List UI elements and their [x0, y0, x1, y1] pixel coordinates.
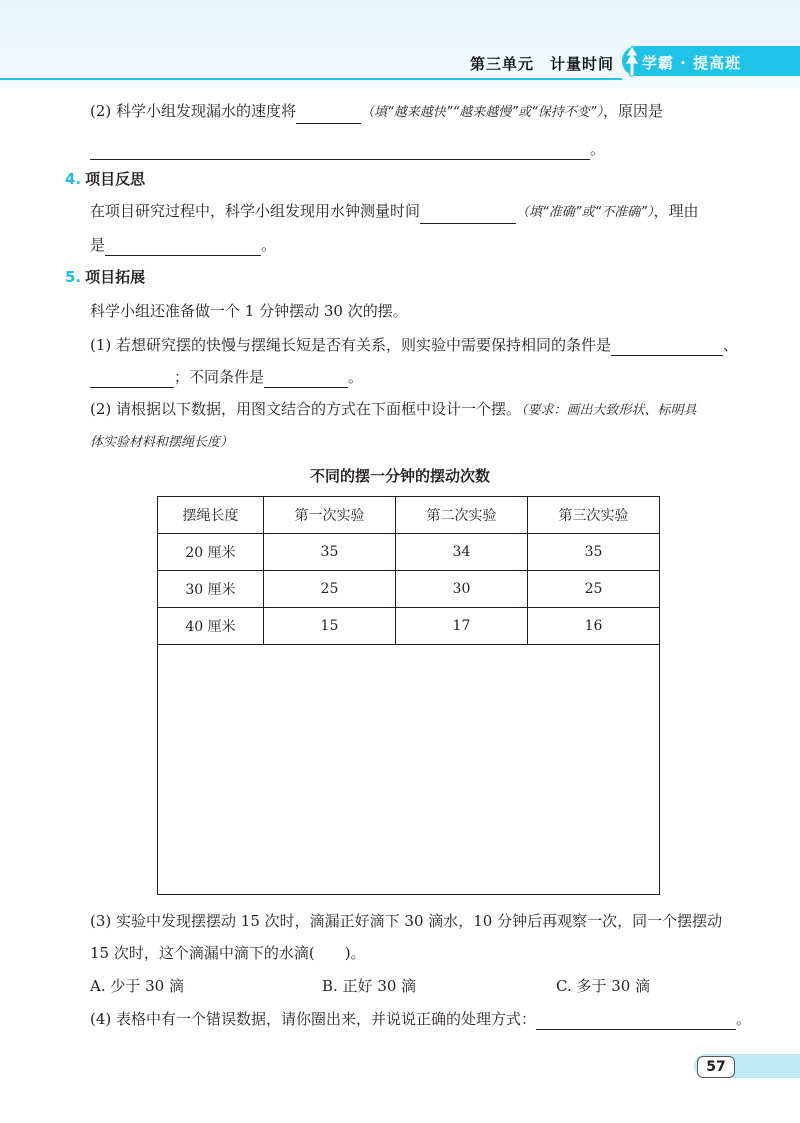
answer-blank[interactable] [611, 337, 723, 356]
sec5-q1-line2 [90, 366, 363, 388]
section-number: 5. [65, 268, 82, 286]
sec4-text-cont: 是 [90, 236, 106, 254]
period: 。 [590, 140, 606, 158]
page-number: 57 [697, 1056, 735, 1078]
sec5-q2-note: （要求：画出大致形状、标明具 [521, 403, 697, 418]
period: 。 [348, 368, 364, 386]
table-header-cell: 第一次实验 [263, 497, 395, 534]
separator: 、 [723, 336, 739, 354]
table-row [158, 571, 660, 608]
sec5-intro: 科学小组还准备做一个 1 分钟摆动 30 次的摆。 [90, 302, 408, 320]
table-title: 不同的摆一分钟的摆动次数 [309, 467, 490, 485]
option-b[interactable]: B. 正好 30 滴 [322, 977, 417, 995]
q3-2-line1 [90, 100, 663, 124]
sec5-q1-text: (1) 若想研究摆的快慢与摆绳长短是否有关系，则实验中需要保持相同的条件是 [90, 336, 612, 354]
table-row [158, 534, 660, 571]
answer-blank[interactable] [105, 237, 261, 256]
brand-logo [622, 44, 800, 76]
section-4-heading [65, 168, 145, 190]
sec4-text: 在项目研究过程中，科学小组发现用水钟测量时间 [90, 202, 421, 220]
table-header-row [158, 497, 660, 534]
table-cell[interactable]: 35 [527, 534, 659, 571]
sec4-line1 [90, 200, 698, 224]
table-cell[interactable]: 30 [395, 571, 527, 608]
table-header-cell: 第二次实验 [395, 497, 527, 534]
drawing-area[interactable] [157, 642, 660, 895]
table-row [158, 608, 660, 645]
table-cell[interactable]: 34 [395, 534, 527, 571]
option-c[interactable]: C. 多于 30 滴 [556, 977, 651, 995]
table-cell[interactable]: 17 [395, 608, 527, 645]
answer-blank[interactable] [420, 205, 516, 224]
table-header-cell: 第三次实验 [527, 497, 659, 534]
q3-4-line [90, 1008, 751, 1030]
option-a[interactable]: A. 少于 30 滴 [90, 977, 184, 995]
answer-blank[interactable] [536, 1011, 736, 1030]
answer-blank[interactable] [90, 141, 590, 160]
sec5-q2-note-cont: 体实验材料和摆绳长度） [90, 435, 234, 450]
sec5-q2-line1 [90, 398, 697, 422]
period: 。 [736, 1010, 752, 1028]
q3-2-line2 [90, 138, 605, 160]
sec5-q1-diff: ；不同条件是 [174, 368, 265, 386]
table-cell[interactable]: 25 [527, 571, 659, 608]
sec4-line2 [90, 234, 276, 256]
section-number: 4. [65, 170, 82, 188]
sec4-note: （填“准确”或“不准确”） [516, 205, 654, 220]
table-cell: 40 厘米 [158, 608, 264, 645]
table-cell[interactable]: 35 [263, 534, 395, 571]
section-title: 项目拓展 [85, 268, 146, 286]
section-5-heading [65, 266, 145, 288]
period: 。 [261, 236, 277, 254]
table-cell[interactable]: 25 [263, 571, 395, 608]
sec5-q2-text: (2) 请根据以下数据，用图文结合的方式在下面框中设计一个摆。 [90, 400, 522, 418]
sec5-q2-line2 [90, 430, 233, 454]
answer-blank[interactable] [296, 105, 361, 124]
q3-2-reason-label: ，原因是 [602, 102, 663, 120]
table-cell[interactable]: 16 [527, 608, 659, 645]
sec4-reason-label: ，理由 [653, 202, 699, 220]
section-title: 项目反思 [85, 170, 146, 188]
q3-3-line2: 15 次时，这个滴漏中滴下的水滴( )。 [90, 944, 366, 962]
q3-2-prefix: (2) 科学小组发现漏水的速度将 [90, 102, 297, 120]
pendulum-table [157, 496, 660, 645]
table-cell[interactable]: 15 [263, 608, 395, 645]
q3-2-note: （填“越来越快”“越来越慢”或“保持不变”） [361, 105, 603, 120]
unit-title: 第三单元 计量时间 [470, 55, 615, 73]
table-cell: 30 厘米 [158, 571, 264, 608]
answer-blank[interactable] [264, 369, 348, 388]
table-header-cell: 摆绳长度 [158, 497, 264, 534]
q3-3-line1: (3) 实验中发现摆摆动 15 次时，滴漏正好滴下 30 滴水，10 分钟后再观察一次，同一个摆摆动 [90, 912, 723, 930]
sec5-q1-line1 [90, 334, 738, 356]
header-rule [0, 78, 622, 80]
table-cell: 20 厘米 [158, 534, 264, 571]
tree-icon [622, 44, 642, 78]
brand-text: 学霸 · 提高班 [642, 54, 742, 72]
answer-blank[interactable] [90, 369, 174, 388]
q3-4-text: (4) 表格中有一个错误数据，请你圈出来，并说说正确的处理方式： [90, 1010, 537, 1028]
